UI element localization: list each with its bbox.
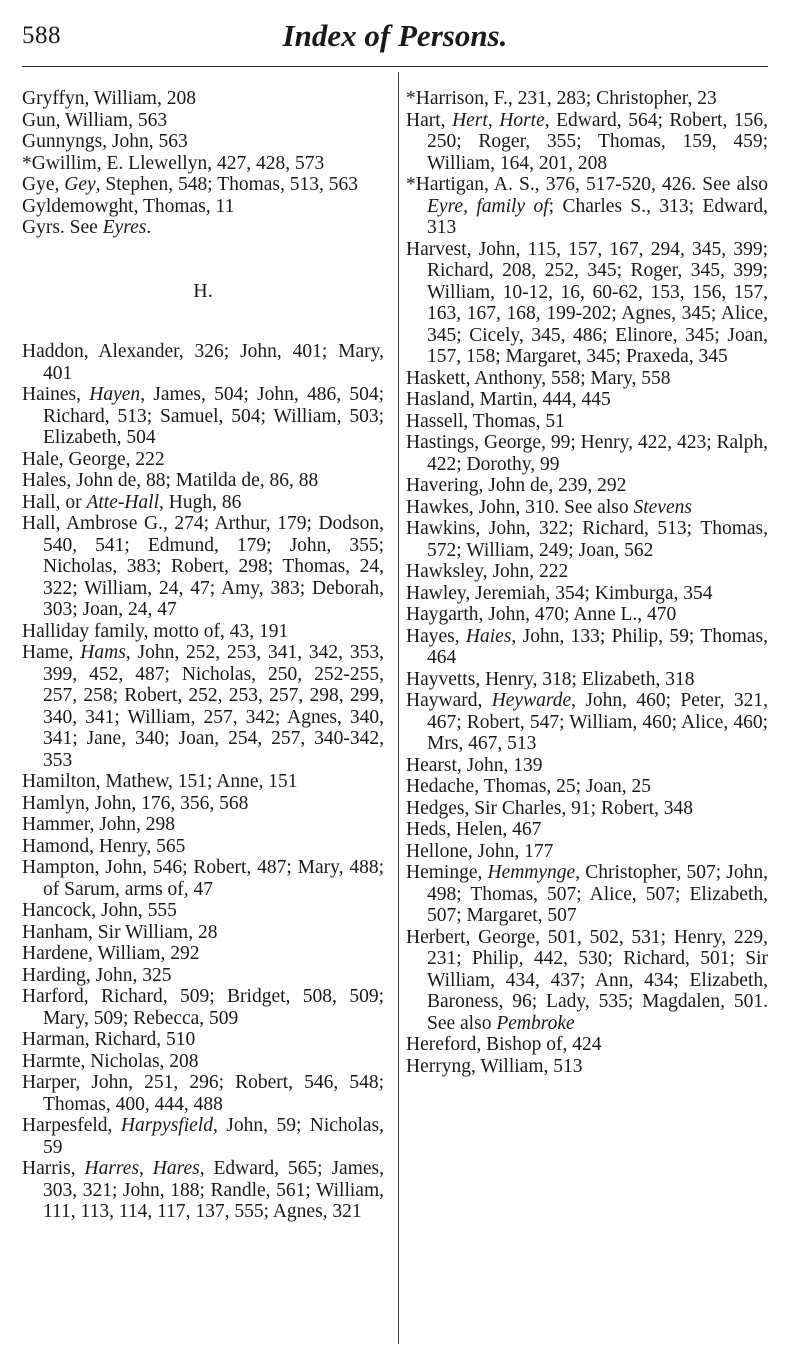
index-entry: *Harrison, F., 231, 283; Christopher, 23 <box>406 88 717 109</box>
index-entry: Hamond, Henry, 565 <box>22 835 186 857</box>
index-entry: Hardene, William, 292 <box>22 943 200 964</box>
entries-g-list <box>22 88 384 239</box>
index-entry: Gryffyn, William, 208 <box>22 88 196 109</box>
index-entry: Harvest, John, 115, 157, 167, 294, 345, 399; Richard, 208, 252, 345; Roger, 345, 399; William, 10-12, 16, 60-62, 153, 156, 157, 163, 167, 168, 199-202; Agnes, 345; Alice, 345; Cicely, 345, 486; Elinore, 345; Joan, 157, 158; Margaret, 345; Praxeda, 345 <box>406 238 768 367</box>
index-entry: Hawkins, John, 322; Richard, 513; Thomas, 572; William, 249; Joan, 562 <box>406 518 768 561</box>
index-entry: Gyrs. See Eyres. <box>22 217 152 238</box>
index-entry: Harris, Harres, Hares, Edward, 565; James, 303, 321; John, 188; Randle, 561; William, 111, 113, 114, 117, 137, 555; Agnes, 321 <box>22 1158 385 1222</box>
page-header <box>22 18 768 62</box>
index-entry: Hayward, Heywarde, John, 460; Peter, 321, 467; Robert, 547; William, 460; Alice, 460; Mrs, 467, 513 <box>406 690 769 754</box>
index-entry: Herryng, William, 513 <box>406 1055 583 1077</box>
index-entry: Hame, Hams, John, 252, 253, 341, 342, 353, 399, 452, 487; Nicholas, 250, 252-255, 257, 258; Robert, 252, 253, 257, 298, 299, 340, 341; William, 257, 342; Agnes, 340, 341; Jane, 340; Joan, 254, 257, 340-342, 353 <box>22 642 385 771</box>
index-entry: Heminge, Hemmynge, Christopher, 507; John, 498; Thomas, 507; Alice, 507; Elizabeth, 507; Margaret, 507 <box>406 862 768 926</box>
index-entry: Gye, Gey, Stephen, 548; Thomas, 513, 563 <box>22 174 358 195</box>
index-entry: Hayes, Haies, John, 133; Philip, 59; Thomas, 464 <box>406 625 768 668</box>
index-entry: Hales, John de, 88; Matilda de, 86, 88 <box>22 470 319 491</box>
index-entry: Hall, Ambrose G., 274; Arthur, 179; Dodson, 540, 541; Edmund, 179; John, 355; Nicholas, 383; Robert, 298; Thomas, 24, 322; William, 24, 47; Amy, 383; Deborah, 303; Joan, 24, 47 <box>22 513 384 620</box>
index-entry: Hall, or Atte-Hall, Hugh, 86 <box>22 491 242 513</box>
index-entry: Harford, Richard, 509; Bridget, 508, 509; Mary, 509; Rebecca, 509 <box>22 986 384 1029</box>
index-entry: Harmte, Nicholas, 208 <box>22 1050 199 1072</box>
page-number: 588 <box>22 22 61 49</box>
index-entry: Hereford, Bishop of, 424 <box>406 1034 602 1055</box>
index-entry: Harper, John, 251, 296; Robert, 546, 548; Thomas, 400, 444, 488 <box>22 1072 384 1115</box>
index-entry: Gun, William, 563 <box>22 109 168 131</box>
index-entry: Hearst, John, 139 <box>406 754 543 776</box>
index-entry: *Gwillim, E. Llewellyn, 427, 428, 573 <box>22 152 325 174</box>
index-entry: Hamlyn, John, 176, 356, 568 <box>22 792 249 814</box>
section-heading-h: H. <box>193 279 213 302</box>
index-entry: Hassell, Thomas, 51 <box>406 410 565 432</box>
index-entry: Harman, Richard, 510 <box>22 1029 196 1050</box>
left-column <box>22 88 384 1223</box>
index-entry: Hanham, Sir William, 28 <box>22 921 218 943</box>
entries-list <box>406 88 768 1077</box>
index-entry: Hellone, John, 177 <box>406 840 554 862</box>
index-entry: *Hartigan, A. S., 376, 517-520, 426. See also Eyre, family of; Charles S., 313; Edward, 313 <box>406 174 768 238</box>
index-entry: Haddon, Alexander, 326; John, 401; Mary, 401 <box>22 341 384 384</box>
index-entry: Hart, Hert, Horte, Edward, 564; Robert, 156, 250; Roger, 355; Thomas, 159, 459; William, 164, 201, 208 <box>406 109 769 174</box>
index-entry: Hedges, Sir Charles, 91; Robert, 348 <box>406 797 694 819</box>
index-entry: Harpesfeld, Harpysfield, John, 59; Nicholas, 59 <box>22 1115 384 1158</box>
index-entry: Haskett, Anthony, 558; Mary, 558 <box>406 367 671 389</box>
index-entry: Hampton, John, 546; Robert, 487; Mary, 488; of Sarum, arms of, 47 <box>22 857 384 900</box>
index-entry: Hedache, Thomas, 25; Joan, 25 <box>406 776 651 797</box>
index-entry: Hammer, John, 298 <box>22 814 176 835</box>
index-entry: Havering, John de, 239, 292 <box>406 475 627 496</box>
index-entry: Hamilton, Mathew, 151; Anne, 151 <box>22 771 298 792</box>
column-divider <box>398 72 399 1344</box>
header-rule <box>22 66 768 67</box>
index-entry: Hawley, Jeremiah, 354; Kimburga, 354 <box>406 582 713 604</box>
index-entry: Gunnyngs, John, 563 <box>22 131 188 152</box>
running-title: Index of Persons. <box>282 18 508 53</box>
index-entry: Hasland, Martin, 444, 445 <box>406 389 611 410</box>
index-entry: Hawkes, John, 310. See also Stevens <box>406 496 692 518</box>
index-entry: Herbert, George, 501, 502, 531; Henry, 229, 231; Philip, 442, 530; Richard, 501; Sir William, 434, 437; Ann, 434; Elizabeth, Baroness, 96; Lady, 535; Magdalen, 501. See also Pembroke <box>406 926 768 1034</box>
index-entry: Haygarth, John, 470; Anne L., 470 <box>406 604 677 625</box>
index-entry: Halliday family, motto of, 43, 191 <box>22 620 289 642</box>
index-entry: Haines, Hayen, James, 504; John, 486, 504; Richard, 513; Samuel, 504; William, 503; Elizabeth, 504 <box>22 384 384 448</box>
index-entry: Hayvetts, Henry, 318; Elizabeth, 318 <box>406 668 695 690</box>
index-entry: Heds, Helen, 467 <box>406 819 542 840</box>
index-entry: Hawksley, John, 222 <box>406 561 569 582</box>
index-entry: Hancock, John, 555 <box>22 900 177 921</box>
index-entry: Hastings, George, 99; Henry, 422, 423; Ralph, 422; Dorothy, 99 <box>406 432 768 475</box>
index-entry: Harding, John, 325 <box>22 964 172 986</box>
index-entry: Hale, George, 222 <box>22 448 165 470</box>
entries-h-list <box>22 341 384 1223</box>
index-entry: Gyldemowght, Thomas, 11 <box>22 195 235 217</box>
right-column <box>406 88 768 1077</box>
